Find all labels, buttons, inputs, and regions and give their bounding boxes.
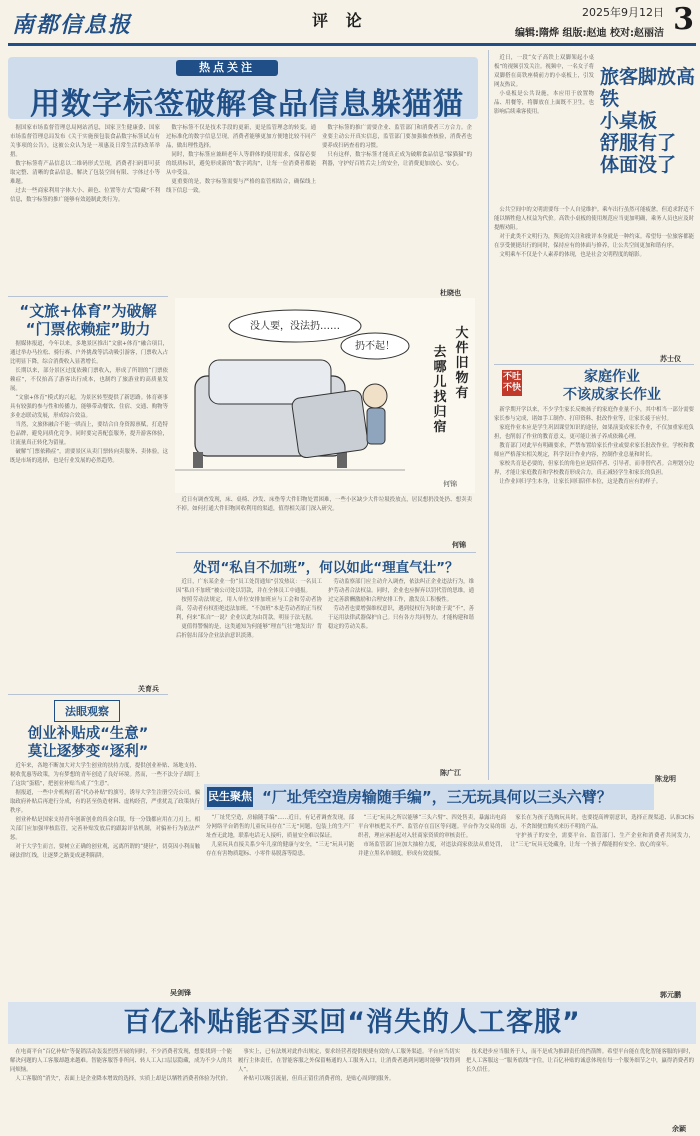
page-number: 3: [673, 2, 694, 37]
bottom-story-body-col1: 在电商平台“百亿补贴”等促销活动轰轰烈烈开展的同时，不少消费者发现，想要找到一个能解决问题的人工客服却越来越难。智能客服答非所问、转人工入口层层隐藏，成为不少人的共同烦恼。 人工客服的“消失”，表面上是企业降本增效的选择，实质上却是以牺牲消费者体验为代价。: [10, 1049, 232, 1082]
people-story-body-col1: “厂址凭空造，房输随手编”……近日，有记者调查发现，部分网络平台销售的儿童玩具存在“三无”问题，包装上的生产厂址查无此地，联系电话无人接听，质量安全难以保证。 儿童玩具直接关系少年儿童的健康与安全，“三无”玩具可能存在有害物质超标、小零件易脱落等隐患。: [206, 815, 354, 857]
fine-story-headline: 处罚“私自不加班”，何以如此“理直气壮”？: [193, 560, 459, 576]
main-story-body-col1: 据国家市场监督管理总局网站消息，国家卫生健康委、国家市场监督管理总局发布《关于实施预包装食品数字标签试点有关事项的公告》，这被公众认为是一项惠及日常生活的改革举措。 数字标签将产品信息以二维码形式呈现，消费者扫码即可获取完整、清晰的食品信息，解决了包装空间有限、字体过小等难题。 过去一些商家利用字体大小、颜色、位置等方式“隐藏”不利信息，数字标签的推广能够有效遏制此类行为。: [10, 125, 160, 203]
right-headline-line-1: 旅客脚放高铁: [600, 66, 696, 110]
bottom-story-headline: 百亿补贴能否买回“消失的人工客服”: [8, 1002, 696, 1044]
cartoon-caption: 近日有调查发现，床、桌椅、沙发、床垫等大件旧物处置困难，一些小区缺少大件垃圾投放点，居民想扔没处扔、想卖卖不掉。如何打通大件旧物回收利用的渠道，值得相关部门深入研究。: [176, 497, 472, 512]
editor-credits: 编辑:隋烨 组版:赵迪 校对:赵丽洁: [515, 28, 664, 39]
bottom-story-body-col2: 事实上，已有法规对此作出规定，要求经营者提供便捷有效的人工服务渠道。平台应当切实履行主体责任，在智能客服之外保留畅通的人工服务入口，让消费者遇到问题时能够“找得到人”。 补贴可以吸引流量，但真正留住消费者的，是贴心周到的服务。: [238, 1049, 460, 1082]
homework-headline-line-2: 不该成家长作业: [563, 387, 661, 403]
issue-date: 2025年9月12日: [582, 6, 664, 19]
right-column-divider: [488, 50, 489, 780]
wenlv-story-byline: 关育兵: [138, 684, 159, 693]
fine-story-body-col2: 劳动监察部门应主动介入调查，依法纠正企业违法行为，维护劳动者合法权益。同时，企业也应摒弃以罚代管的思维，通过完善薪酬激励和合理安排工作，激发员工积极性。 劳动者也要增强维权意识，遇到侵权行为时敢于说“不”，善于运用法律武器保护自己。只有各方共同努力，才能构建和谐稳定的劳动关系。: [328, 579, 474, 630]
people-story-body-col3: 家长在为孩子选购玩具时，也要提高辨别意识，选择正规渠道、认准3C标志，不贪图便宜购买来历不明的产品。 守护孩子的安全，需要平台、监管部门、生产企业和消费者共同发力，让“三无”玩具无处藏身，让每一个孩子都能拥有安全、放心的童年。: [510, 815, 694, 848]
cartoon-caption-byline: 何锦: [452, 540, 466, 549]
homework-story-body: 新学期开学以来，不少学生家长反映孩子的家庭作业量不小，其中相当一部分需要家长参与完成，诸如手工制作、打印资料、批改作业等，让家长疲于应付。 家庭作业本应是学生巩固课堂知识的途径，如果演变成家长作业，不仅加重家庭负担，也削弱了作业的教育意义，更可能让孩子养成依赖心理。 教育部门对此早有明确要求，严禁布置给家长作业或要求家长批改作业。学校和教师应严格落实相关规定，科学设计作业内容，控制作业总量和时长。 家校共育是必要的，但家长的角色应是陪伴者、引导者，而非替代者。合理划分边界，才能让家庭教育和学校教育形成合力，真正减轻学生和家长的负担。 让作业回归学生本身，让家长回归陪伴本位，这是教育应有的样子。: [494, 407, 694, 485]
fine-story-divider: [176, 552, 476, 553]
left-section-divider: [8, 296, 168, 297]
right-headline-line-4: 体面没了: [600, 154, 677, 176]
fine-story-byline: 陈广江: [440, 768, 461, 777]
right-story-body-col1: 近日，一段“女子高铁上双脚架起小桌板”的视频引发关注。视频中，一名女子将双脚搭在高铁座椅前方的小桌板上，引发网友热议。 小桌板是公共设施，本应用于放置物品、用餐等，将脚放在上面既不卫生，也影响后续乘客使用。: [494, 55, 594, 115]
law-headline-line-1: 创业补贴成“生意”: [27, 726, 149, 742]
fine-story-body-col1: 近日，广东某企业一份“员工处罚通知”引发热议：一名员工因“私自不加班”被公司处以罚款，并在全体员工中通报。 按照劳动法规定，用人单位安排加班应与工会和劳动者协商，劳动者有权拒绝违法加班。“不加班”本是劳动者的正当权利，何来“私自”一说？企业以此为由罚款，明显于法无据。 更值得警惕的是，这类通知为何能够“理直气壮”地发出？背后折射出部分企业法治意识淡薄。: [176, 579, 322, 639]
cartoon-side-title-text: 去 哪 儿 找 归 宿: [433, 345, 447, 435]
right-column-divider-1: [494, 364, 694, 365]
right-headline-line-2: 小桌板: [600, 110, 658, 132]
hot-topic-kicker: 热点关注: [176, 60, 278, 76]
wenlv-headline-line-1: “文旅+体育”为破解: [19, 302, 157, 320]
people-story-headline: “厂址凭空造房输随手编”，三无玩具何以三头六臂？: [262, 788, 612, 806]
bottom-story-byline: 余颖: [672, 1124, 686, 1133]
cartoon-speech-1: 没人要，没法扔……: [250, 321, 340, 332]
people-story-byline: 郭元鹏: [660, 990, 681, 999]
right-story-byline: 苏士仪: [660, 354, 681, 363]
opinion-tag: 不吐不快: [502, 370, 522, 396]
main-story-byline: 杜晓也: [440, 288, 461, 297]
masthead-rule: [8, 43, 696, 46]
wenlv-story-body: 据媒体报道，今年以来，多地景区推出“文旅+体育”融合项目，通过举办马拉松、骑行赛、户外挑战等活动吸引游客，门票收入占比明显下降，综合消费收入显著增长。 长期以来，部分景区过度依赖门票收入，形成了所谓的“门票依赖症”，不仅抬高了游客出行成本，也制约了旅游业的高质量发展。 “文旅+体育”模式的兴起，为景区转型提供了新思路。体育赛事具有较强的参与性和传播力，能够带动餐饮、住宿、交通、购物等多业态联动发展，形成综合效益。 当然，文旅体融合不能一哄而上，要结合自身资源禀赋，打造特色品牌，避免同质化竞争。同时要完善配套服务，提升游客体验，让流量真正转化为留量。 破解“门票依赖症”，需要景区从卖门票转向卖服务、卖体验，这既是市场的选择，也是行业发展的必然趋势。: [10, 341, 168, 464]
bottom-story-body-col3: 技术进步应当服务于人，而不是成为推卸责任的挡箭牌。希望平台能在优化智能客服的同时，把人工客服这一“服务底线”守住，让百亿补贴的诚意体现在每一个服务细节之中，赢得消费者的长久信任。: [466, 1049, 694, 1073]
law-story-byline: 吴剑锋: [170, 988, 191, 997]
newspaper-logo: 南都信息报: [12, 12, 133, 38]
homework-headline-line-1: 家庭作业: [584, 369, 640, 385]
section-title: 评 论: [312, 11, 368, 30]
main-story-body-col2: 数字标签不仅是技术手段的更新，更是监管理念的转变。通过标准化的数字信息呈现，消费者能够更加方便地比较不同产品，做出理性选择。 同时，数字标签应兼顾老年人等群体的使用需求，保留必要的纸质标识，避免形成新的“数字鸿沟”，让每一位消费者都能从中受益。 更重要的是，数字标签需要与严格的监管相结合，确保线上线下信息一致。: [166, 125, 316, 194]
cartoon-speech-2: 扔不起！: [355, 341, 395, 352]
right-headline-line-3: 舒服有了: [600, 132, 677, 154]
cartoon-signature: 何锦: [443, 480, 457, 488]
wenlv-headline-line-2: “门票依赖症”助力: [25, 320, 151, 338]
main-story-body-col3: 数字标签的推广需要企业、监管部门和消费者三方合力。企业要主动公开真实信息，监管部门要加强抽查核验，消费者也要养成扫码查看的习惯。 只有这样，数字标签才能真正成为破解食品信息“躲猫猫”的利器，守护好百姓舌尖上的安全，让消费更加放心、安心。: [322, 125, 472, 167]
homework-story-byline: 陈龙明: [655, 774, 676, 783]
cartoon-figure: [363, 384, 387, 408]
people-story-body-col2: “三无”玩具之所以能够“三头六臂”、四处售卖，暴露出电商平台审核把关不严、监管存在盲区等问题。平台作为交易的组织者，理应承担起对入驻商家资质的审核责任。 市场监管部门应加大抽检力度，对违法商家依法从重处罚，并建立黑名单制度，形成有效震慑。: [358, 815, 506, 857]
masthead: [0, 0, 700, 52]
law-headline-line-2: 莫让逐梦变“逐利”: [27, 744, 149, 760]
people-story-tag: 民生聚焦: [207, 787, 253, 807]
law-story-tag: 法眼观察: [54, 700, 120, 722]
law-story-divider: [8, 694, 168, 695]
law-story-body: 近年来，各地不断加大对大学生创业的扶持力度，提供创业补贴、场地支持、税收优惠等政策，为有梦想的青年创造了良好环境。然而，一些不法分子却盯上了这块“蛋糕”，把创业补贴当成了“生意”。 据报道，一些中介机构打着“代办补贴”的旗号，诱导大学生注册空壳公司，骗取政府补贴后再进行分成，有的甚至伪造材料、虚构经营，严重扰乱了政策执行秩序。 创业补贴是国家支持青年创新创业的真金白银，每一分钱都应用在刀刃上。相关部门应加强审核监管，完善补贴发放后的跟踪评估机制，对骗补行为依法严惩。 对于大学生而言，要树立正确的创业观，远离所谓的“捷径”，切莫因小利而触碰法律红线，让逐梦之路变成逐利陷阱。: [10, 763, 200, 859]
cartoon-side-title-text-2: 大 件 旧 物 有: [455, 326, 469, 401]
right-story-body-col2: 公共空间中的文明需要每一个人自觉维护。乘车出行虽然可能疲惫，但追求舒适不能以牺牲他人权益为代价。高铁小桌板的使用规范应当更加明确，乘务人员也应及时提醒劝阻。 对于此类不文明行为，舆论的关注和批评本身就是一种约束。希望每一位旅客都能在享受便捷出行的同时，保持应有的体面与修养，让公共空间更加和谐有序。 文明乘车不仅是个人素养的体现，也是社会文明程度的缩影。: [494, 207, 694, 258]
main-headline: 用数字标签破解食品信息躲猫猫: [30, 87, 464, 122]
